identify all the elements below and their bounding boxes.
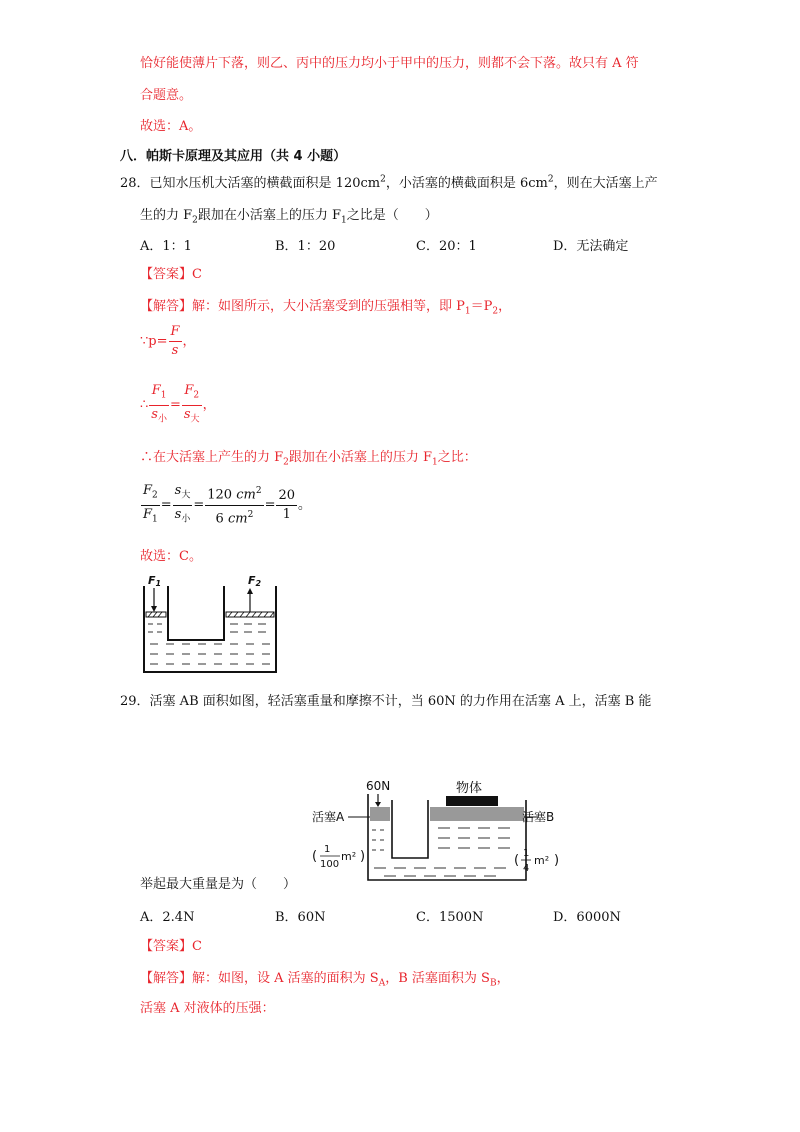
q29-option-c: C．1500N: [416, 910, 484, 925]
q28-analysis: [140, 295, 511, 317]
q28-answer: 【答案】C: [140, 267, 202, 282]
svg-text:(: (: [312, 849, 318, 864]
svg-text:): ): [360, 849, 366, 864]
q29-option-b: B．60N: [275, 910, 326, 925]
q29-analysis: 【解答】解：如图，设 A 活塞的面积为 $S_A$，B 活塞面积为 $S_B$，: [140, 971, 510, 989]
svg-text:): ): [554, 853, 560, 868]
svg-text:(: (: [514, 853, 520, 868]
prev-explanation-line1: 恰好能使薄片下落，则乙、丙中的压力均小于甲中的压力，则都不会下落。故只有 A 符: [140, 56, 639, 71]
formula-comma: ，: [182, 334, 196, 349]
q29-force-label: 60N: [366, 779, 391, 793]
q28-analysis-end: ，: [498, 299, 512, 314]
prev-explanation-line2: 合题意。: [140, 88, 193, 103]
formula-numerator: F: [169, 324, 182, 342]
q29-stem-line2: 举起最大重量是为（ ）: [140, 877, 297, 892]
q28-stem-c: ，则在大活塞上产: [553, 176, 658, 191]
because-symbol: ∵p=: [140, 334, 168, 349]
q28-formula-ratio: ∴ $\frac{F_1}{s_小}$ = $\frac{F_2}{s_大}$ ，: [140, 383, 216, 425]
q29-object-label: 物体: [456, 781, 483, 796]
piston-a: [370, 807, 390, 821]
area-a-unit: m²: [341, 850, 357, 863]
q29-option-d: D．6000N: [553, 910, 621, 925]
therefore-symbol: ∴: [140, 397, 149, 413]
prev-conclusion: 故选：A。: [140, 119, 202, 134]
q28-sub: 2: [492, 306, 499, 317]
section-title: 八．帕斯卡原理及其应用（共 4 小题）: [120, 149, 347, 164]
q28-option-b: B．1：20: [275, 239, 336, 254]
q28-hydraulic-press-figure: [138, 572, 290, 676]
q28-stem-b: ，小活塞的横截面积是 6cm: [385, 176, 548, 191]
q28-option-d: D．无法确定: [553, 239, 629, 254]
q28-analysis-text: 解：如图所示，大小活塞受到的压强相等，即 P: [192, 299, 465, 314]
q28-sub: 2: [192, 215, 198, 226]
svg-text:F1: F1: [148, 574, 162, 588]
q29-pressure-line: 活塞 A 对液体的压强：: [140, 1001, 275, 1016]
piston-b: [430, 807, 524, 821]
f1-label: F: [148, 574, 156, 587]
q28-stem-a: 已知水压机大活塞的横截面积是 120cm: [149, 176, 381, 191]
q29-stem: [120, 690, 651, 709]
area-b-unit: m²: [534, 854, 550, 867]
object-block: [446, 796, 498, 806]
q28-analysis-eq: ＝P: [470, 299, 493, 314]
q28-period: 。: [298, 497, 312, 513]
piston-b-label: 活塞B: [522, 810, 555, 824]
q28-formula-pressure: [140, 324, 196, 359]
piston-a-label: 活塞A: [312, 810, 345, 824]
q29-piston-figure: [308, 776, 568, 884]
q28-sub: 1: [341, 215, 347, 226]
q28-ratio-text: ∴在大活塞上产生的力 $F_2$跟加在小活塞上的压力 $F_1$之比：: [140, 450, 477, 468]
area-a-den: 100: [320, 859, 340, 870]
q29-number: 29．: [120, 694, 150, 709]
q28-number: 28．: [120, 176, 150, 191]
q28-conclusion: 故选：C。: [140, 549, 202, 564]
formula-denominator: s: [171, 343, 179, 358]
q28-line2-b: 跟加在小活塞上的压力 F: [197, 208, 342, 223]
area-b-num: 1: [523, 848, 530, 859]
q28-sub: 1: [464, 306, 471, 317]
q29-answer: 【答案】C: [140, 939, 202, 954]
q28-ratio-formula: $\frac{F_2}{F_1}$ = $\frac{s_大}{s_小}$ = $\frac{120 cm^2}{6 cm^2}$ = $\frac{20}{1}$ 。: [143, 483, 312, 526]
q28-option-c: C．20：1: [416, 239, 477, 254]
q28-sup: 2: [547, 174, 554, 185]
q29-option-a: A．2.4N: [140, 910, 195, 925]
q28-sup: 2: [380, 174, 386, 185]
q29-stem-text: 活塞 AB 面积如图，轻活塞重量和摩擦不计，当 60N 的力作用在活塞 A 上，活塞 B 能: [149, 694, 652, 709]
svg-text:F2: F2: [248, 574, 262, 588]
q28-line2-a: 生的力 F: [140, 208, 193, 223]
q28-stem-line2: [140, 204, 438, 226]
q28-analysis-label: 【解答】: [140, 299, 193, 314]
area-b-den: 4: [523, 863, 530, 874]
q28-stem-line1: [120, 172, 658, 191]
area-a-num: 1: [324, 844, 331, 855]
q28-line2-c: 之比是（ ）: [346, 208, 438, 223]
f2-label: F: [248, 574, 256, 587]
q28-option-a: A．1：1: [140, 239, 192, 254]
